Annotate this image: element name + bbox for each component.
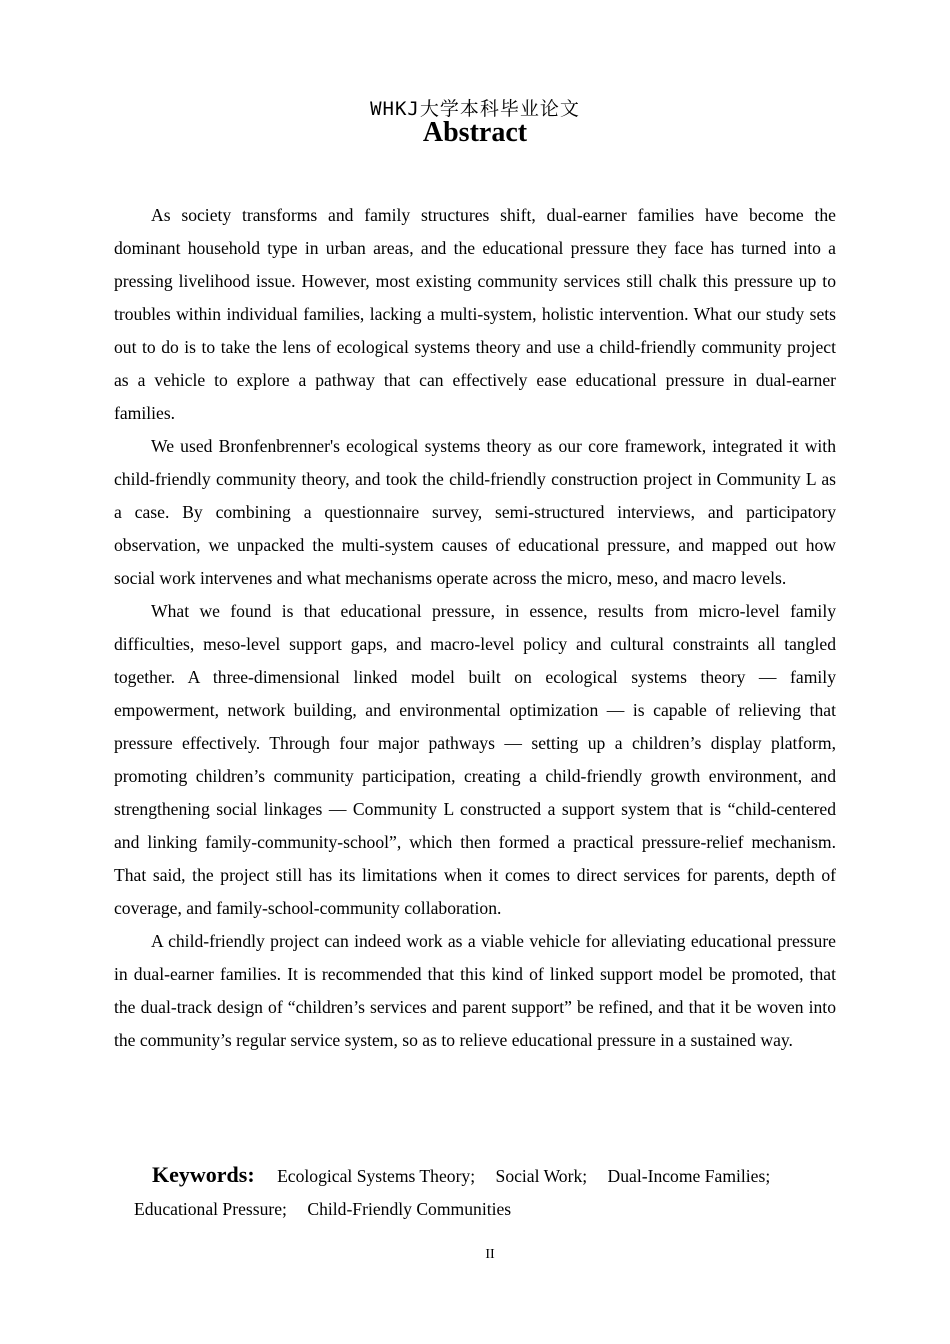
keyword-item: Social Work; [495, 1166, 588, 1186]
abstract-paragraph: We used Bronfenbrenner's ecological systems theory as our core framework, integrated it with child-friendly community theory, and took the child-friendly construction project in Community L as a case. By combining a questionnaire survey, semi-structured interviews, and participatory observation, we unpacked the multi-system causes of educational pressure, and mapped out how social work intervenes and what mechanisms operate across the micro, meso, and macro levels. [114, 436, 836, 588]
abstract-body [114, 199, 836, 1057]
keyword-item: Child-Friendly Communities [307, 1199, 512, 1219]
keywords-section [114, 1158, 836, 1226]
keywords-line [114, 1193, 836, 1226]
page-number: II [485, 1247, 495, 1262]
keywords-line [114, 1158, 836, 1193]
abstract-paragraph: As society transforms and family structures shift, dual-earner families have become the dominant household type in urban areas, and the educational pressure they face has turned into a pressing livelihood issue. However, most existing community services still chalk this pressure up to troubles within individual families, lacking a multi-system, holistic intervention. What our study sets out to do is to take the lens of ecological systems theory and use a child-friendly community project as a vehicle to explore a pathway that can effectively ease educational pressure in dual-earner families. [114, 205, 836, 423]
abstract-title: Abstract [422, 117, 528, 148]
keywords-label: Keywords: [152, 1162, 255, 1187]
keyword-item: Educational Pressure; [134, 1199, 287, 1219]
running-header: WHKJ大学本科毕业论文 [370, 98, 580, 120]
keyword-item: Dual-Income Families; [607, 1166, 771, 1186]
keyword-item: Ecological Systems Theory; [277, 1166, 476, 1186]
abstract-paragraph: A child-friendly project can indeed work as a viable vehicle for alleviating educational pressure in dual-earner families. It is recommended that this kind of linked support model be promoted, that the dual-track design of “children’s services and parent support” be refined, and that it be woven into the community’s regular service system, so as to relieve educational pressure in a sustained way. [114, 931, 836, 1050]
abstract-paragraph: What we found is that educational pressure, in essence, results from micro-level family difficulties, meso-level support gaps, and macro-level policy and cultural constraints all tangled together. A three-dimensional linked model built on ecological systems theory — family empowerment, network building, and environmental optimization — is capable of relieving that pressure effectively. Through four major pathways — setting up a children’s display platform, promoting children’s community participation, creating a child-friendly growth environment, and strengthening social linkages — Community L constructed a support system that is “child-centered and linking family-community-school”, which then formed a practical pressure-relief mechanism. That said, the project still has its limitations when it comes to direct services for parents, depth of coverage, and family-school-community collaboration. [114, 601, 836, 918]
